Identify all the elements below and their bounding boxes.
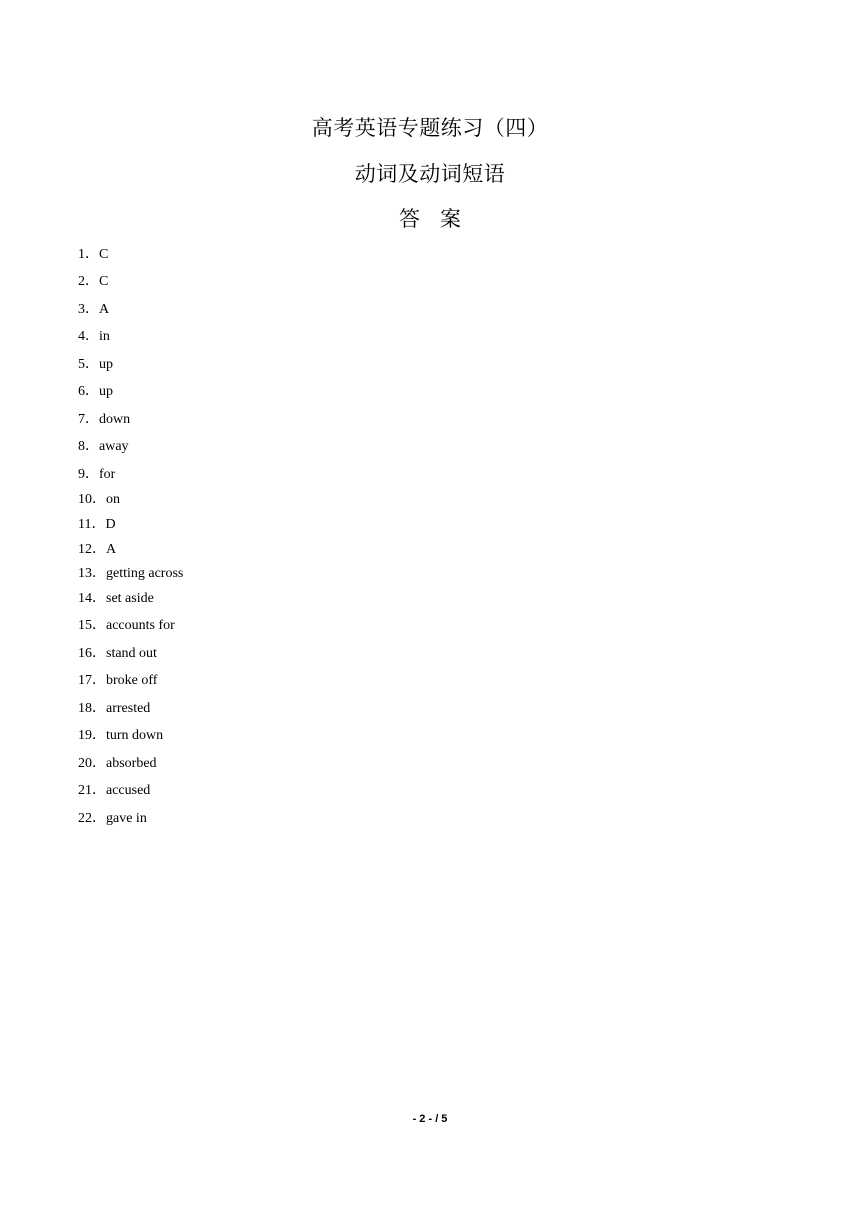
answer-item-20: 20．absorbed [78,756,157,771]
answer-item-19: 19．turn down [78,728,164,743]
answer-item-5: 5．up [78,357,113,372]
document-subtitle: 动词及动词短语 [354,162,506,186]
answer-item-6: 6．up [78,384,113,399]
answer-item-18: 18．arrested [78,701,151,716]
answer-item-13: 13．getting across [78,566,184,581]
answer-item-12: 12．A [78,542,117,557]
answer-item-14: 14．set aside [78,591,154,606]
answer-item-9: 9．for [78,467,116,482]
answer-item-11: 11．D [78,517,116,532]
answer-item-22: 22．gave in [78,811,147,826]
answer-item-15: 15．accounts for [78,618,175,633]
document-title: 高考英语专题练习（四） [311,116,549,140]
answer-item-16: 16．stand out [78,646,157,661]
answer-item-2: 2．C [78,274,109,289]
answer-item-1: 1．C [78,247,109,262]
answer-item-8: 8．away [78,439,129,454]
answer-item-4: 4．in [78,329,110,344]
answer-heading: 答案 [399,207,481,231]
page-number: - 2 - / 5 [412,1113,448,1125]
answer-item-21: 21．accused [78,783,151,798]
answer-item-17: 17．broke off [78,673,158,688]
answer-item-10: 10．on [78,492,120,507]
answer-item-7: 7．down [78,412,131,427]
answer-item-3: 3．A [78,302,110,317]
